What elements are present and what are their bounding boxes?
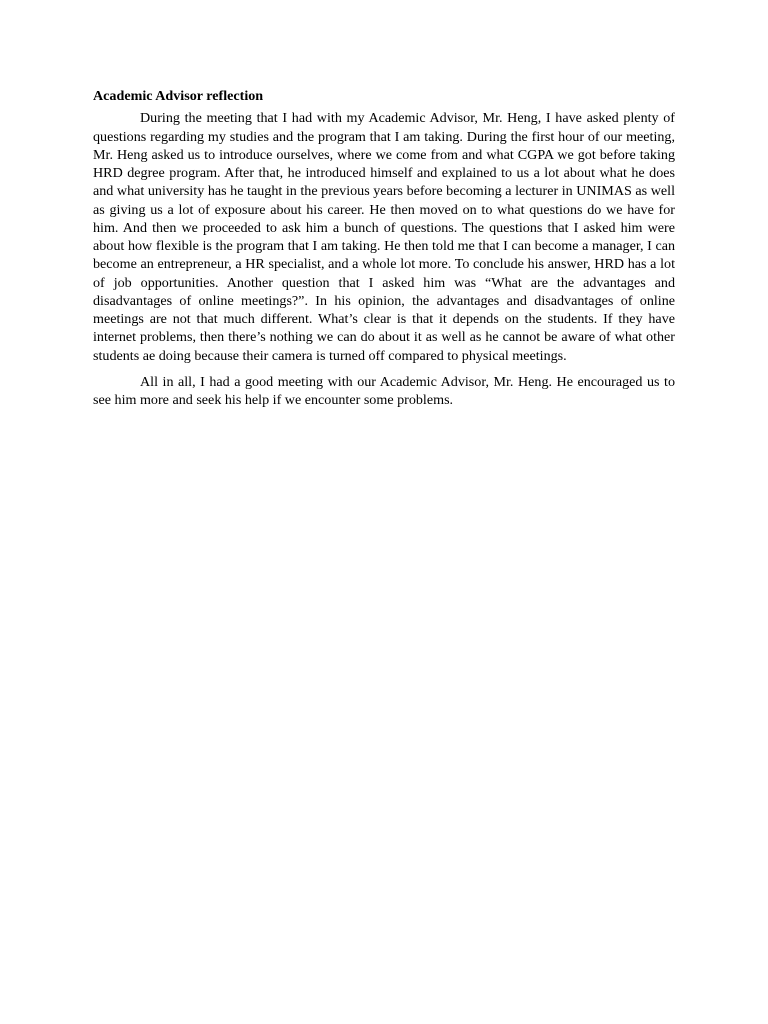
document-title: Academic Advisor reflection bbox=[93, 88, 264, 104]
paragraph-1: During the meeting that I had with my Academic Advisor, Mr. Heng, I have asked plenty of questions regarding my studies and the program that I am taking. During the first hour of our meeting, Mr. Heng asked us to introduce ourselves, where we come from and what CGPA we got before taking HRD degree program. After that, he introduced himself and explained to us a lot about what he does and what university has he taught in the previous years before becoming a lecturer in UNIMAS as well as giving us a lot of exposure about his career. He then moved on to what questions do we have for him. And then we proceeded to ask him a bunch of questions. The questions that I asked him were about how flexible is the program that I am taking. He then told me that I can become a manager, I can become an entrepreneur, a HR specialist, and a whole lot more. To conclude his answer, HRD has a lot of job opportunities. Another question that I asked him was “What are the advantages and disadvantages of online meetings?”. In his opinion, the advantages and disadvantages of online meetings are not that much different. What’s clear is that it depends on the students. If they have internet problems, then there’s nothing we can do about it as well as he cannot be aware of what other students ae doing because their camera is turned off compared to physical meetings. bbox=[93, 110, 675, 364]
paragraph-2: All in all, I had a good meeting with our Academic Advisor, Mr. Heng. He encouraged us to see him more and seek his help if we encounter some problems. bbox=[93, 373, 675, 408]
document-body bbox=[93, 87, 675, 417]
